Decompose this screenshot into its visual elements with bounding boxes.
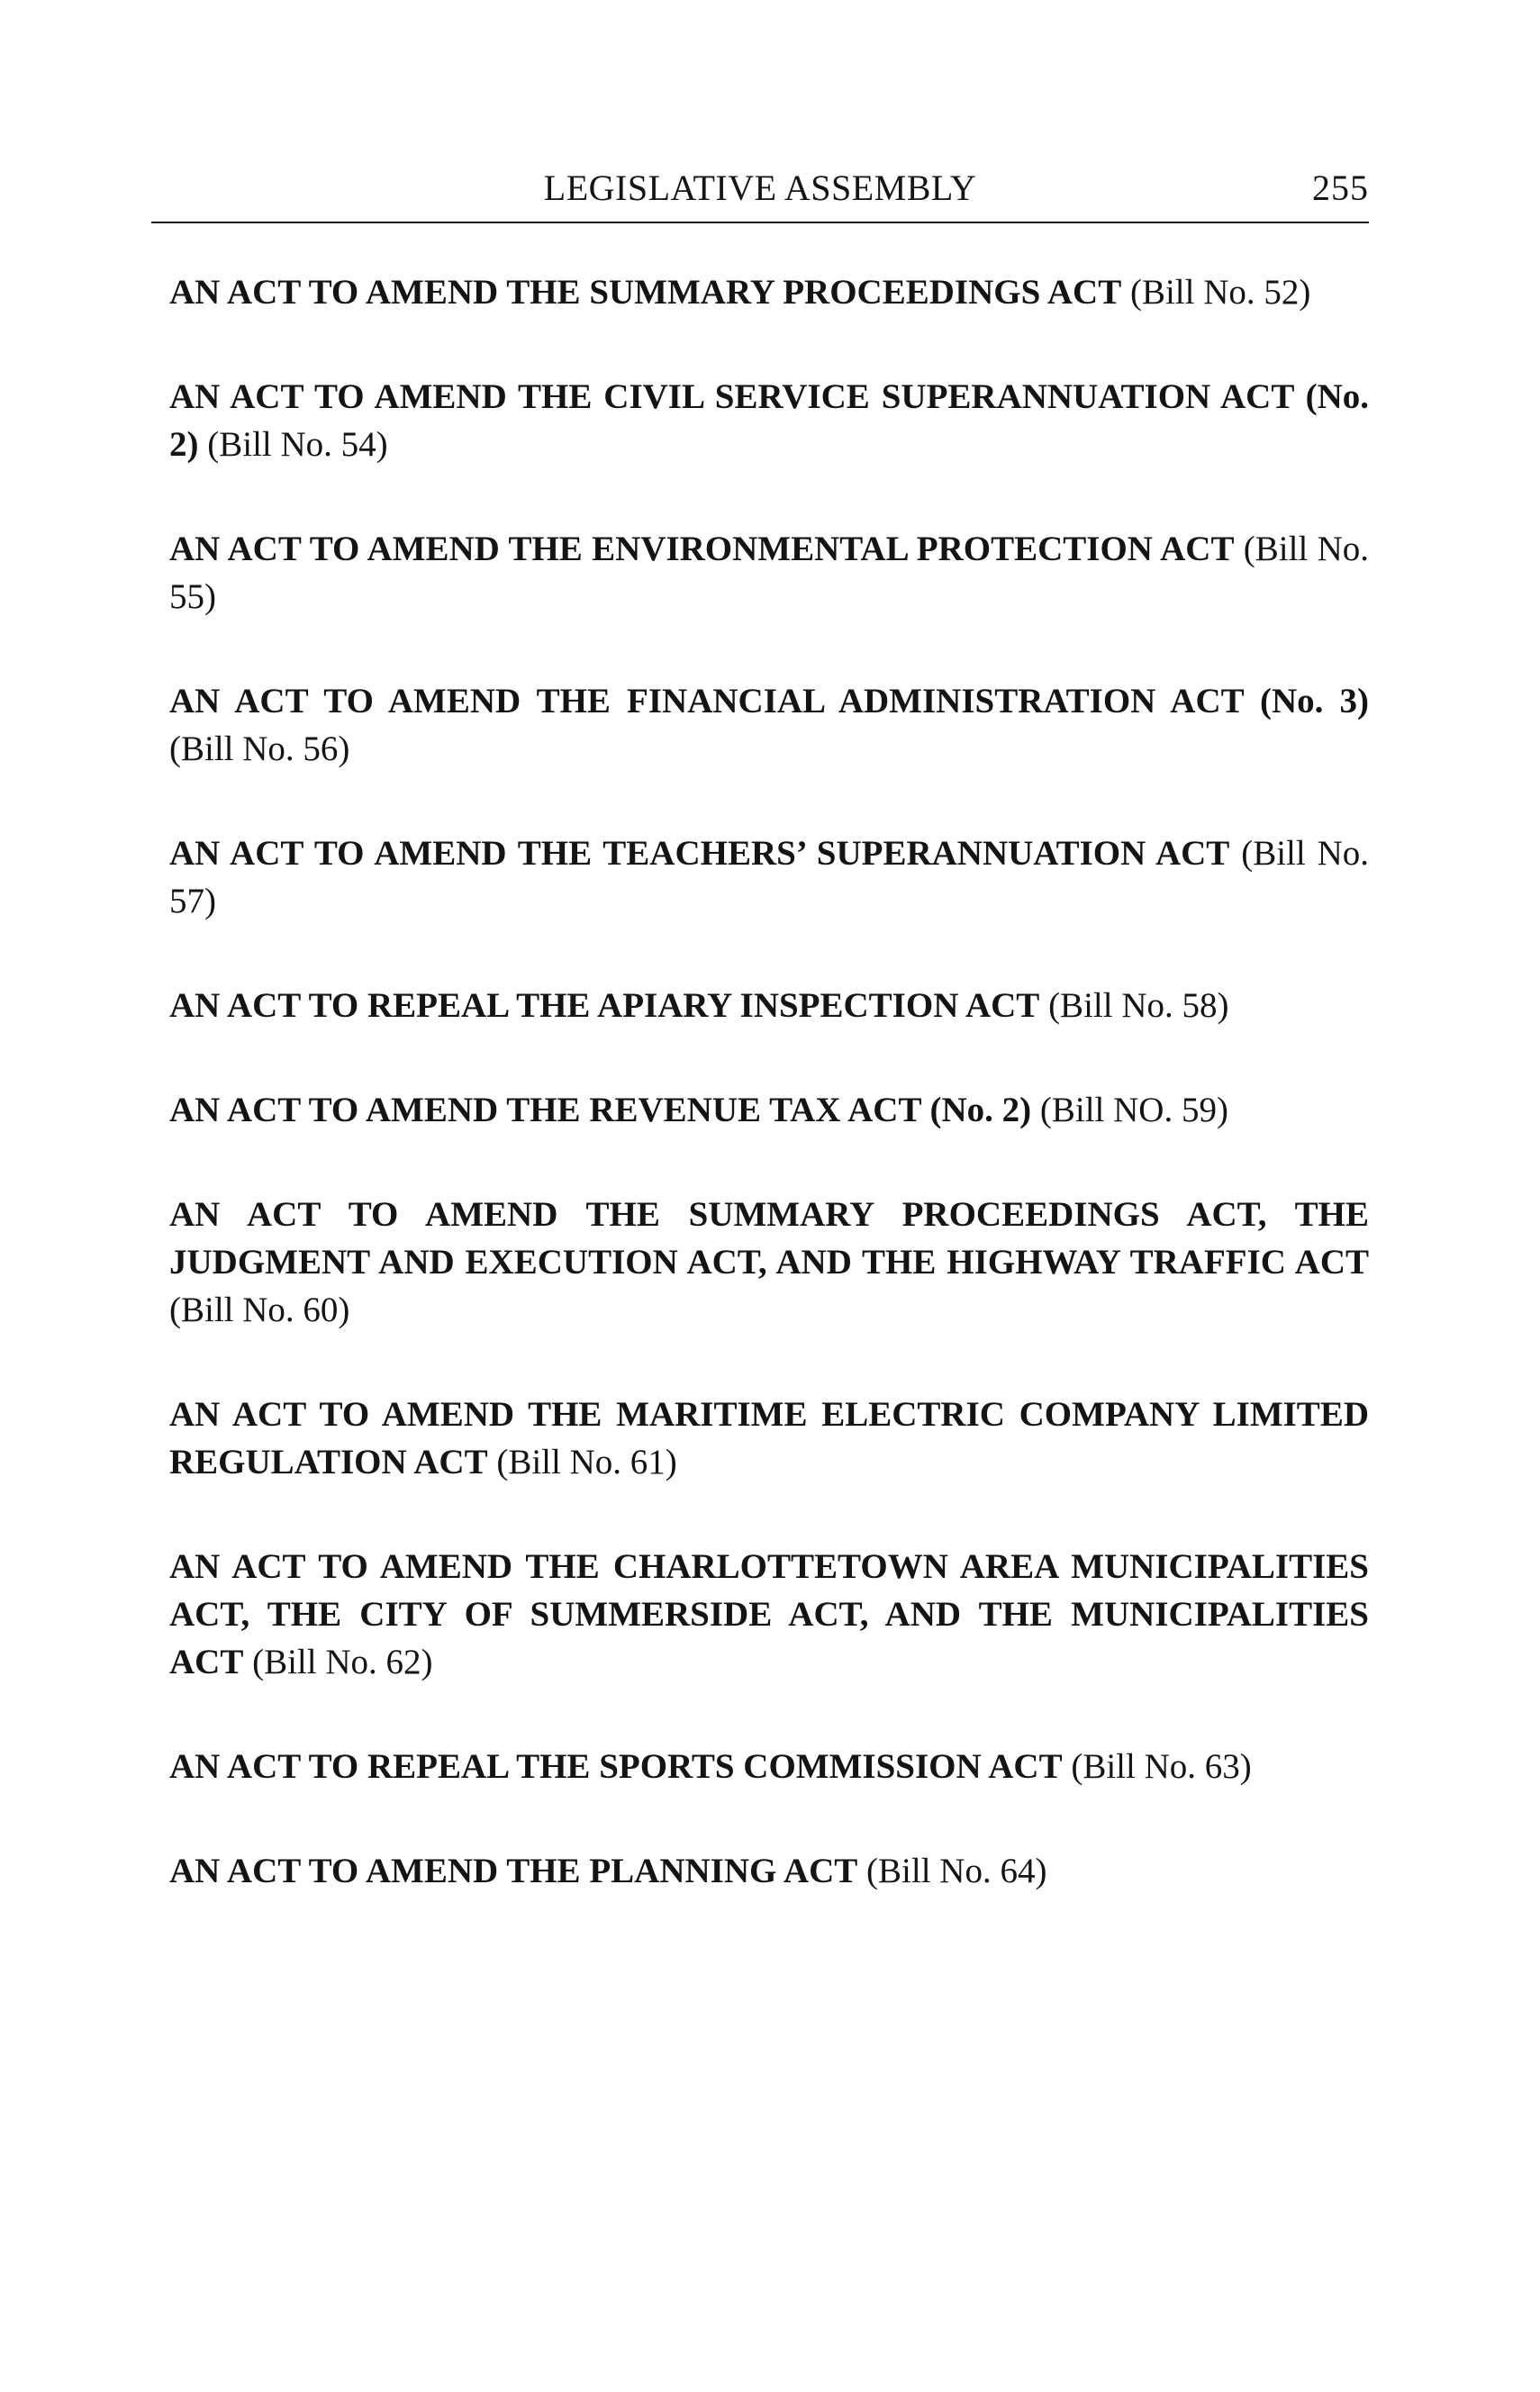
bill-entry-59	[169, 1086, 1369, 1134]
page-number: 255	[1312, 168, 1369, 208]
bill-entry-58	[169, 982, 1369, 1029]
bill-list	[169, 268, 1369, 1952]
bill-entry-64	[169, 1847, 1369, 1895]
bill-entry-63	[169, 1743, 1369, 1790]
bill-title: AN ACT TO AMEND THE ENVIRONMENTAL PROTECTION ACT	[169, 530, 1235, 568]
bill-number: (Bill No. 61)	[496, 1443, 677, 1481]
bill-number: (Bill No. 56)	[169, 729, 350, 768]
bill-number: (Bill NO. 59)	[1039, 1091, 1228, 1129]
bill-title: AN ACT TO REPEAL THE APIARY INSPECTION ACT	[169, 986, 1040, 1025]
bill-title: AN ACT TO AMEND THE SUMMARY PROCEEDINGS ACT	[169, 273, 1122, 312]
bill-number: (Bill No. 52)	[1129, 273, 1311, 312]
bill-number: (Bill No. 62)	[252, 1643, 433, 1681]
bill-title: AN ACT TO AMEND THE FINANCIAL ADMINISTRATION ACT (No. 3)	[169, 682, 1369, 720]
bill-title: AN ACT TO AMEND THE PLANNING ACT	[169, 1852, 858, 1890]
bill-number: (Bill No. 64)	[866, 1852, 1047, 1890]
bill-number: (Bill No. 60)	[169, 1291, 350, 1329]
bill-entry-60	[169, 1191, 1369, 1334]
bill-title: AN ACT TO AMEND THE REVENUE TAX ACT (No. 2)	[169, 1091, 1032, 1129]
bill-entry-61	[169, 1391, 1369, 1486]
bill-title: AN ACT TO REPEAL THE SPORTS COMMISSION ACT	[169, 1747, 1063, 1786]
bill-entry-57	[169, 829, 1369, 925]
bill-number: (Bill No. 57)	[169, 834, 1370, 920]
bill-number: (Bill No. 58)	[1048, 986, 1229, 1025]
bill-entry-62	[169, 1543, 1369, 1686]
bill-number: (Bill No. 55)	[169, 530, 1370, 616]
bill-title: AN ACT TO AMEND THE MARITIME ELECTRIC COMPANY LIMITED REGULATION ACT	[169, 1395, 1369, 1481]
running-header	[151, 166, 1369, 223]
bill-entry-56	[169, 677, 1369, 773]
bill-entry-54	[169, 373, 1369, 468]
bill-entry-55	[169, 525, 1369, 621]
document-page	[169, 0, 1369, 2392]
bill-entry-52	[169, 268, 1369, 316]
bill-title: AN ACT TO AMEND THE CHARLOTTETOWN AREA MUNICIPALITIES ACT, THE CITY OF SUMMERSIDE ACT, AND THE MUNICIPALITIES ACT	[169, 1547, 1369, 1681]
bill-number: (Bill No. 63)	[1071, 1747, 1252, 1786]
bill-number: (Bill No. 54)	[207, 425, 388, 464]
bill-title: AN ACT TO AMEND THE SUMMARY PROCEEDINGS ACT, THE JUDGMENT AND EXECUTION ACT, AND THE HIGHWAY TRAFFIC ACT	[169, 1195, 1369, 1282]
running-title: LEGISLATIVE ASSEMBLY	[543, 168, 977, 208]
bill-title: AN ACT TO AMEND THE TEACHERS’ SUPERANNUATION ACT	[169, 834, 1230, 873]
bill-title: AN ACT TO AMEND THE CIVIL SERVICE SUPERANNUATION ACT (No. 2)	[169, 377, 1369, 464]
